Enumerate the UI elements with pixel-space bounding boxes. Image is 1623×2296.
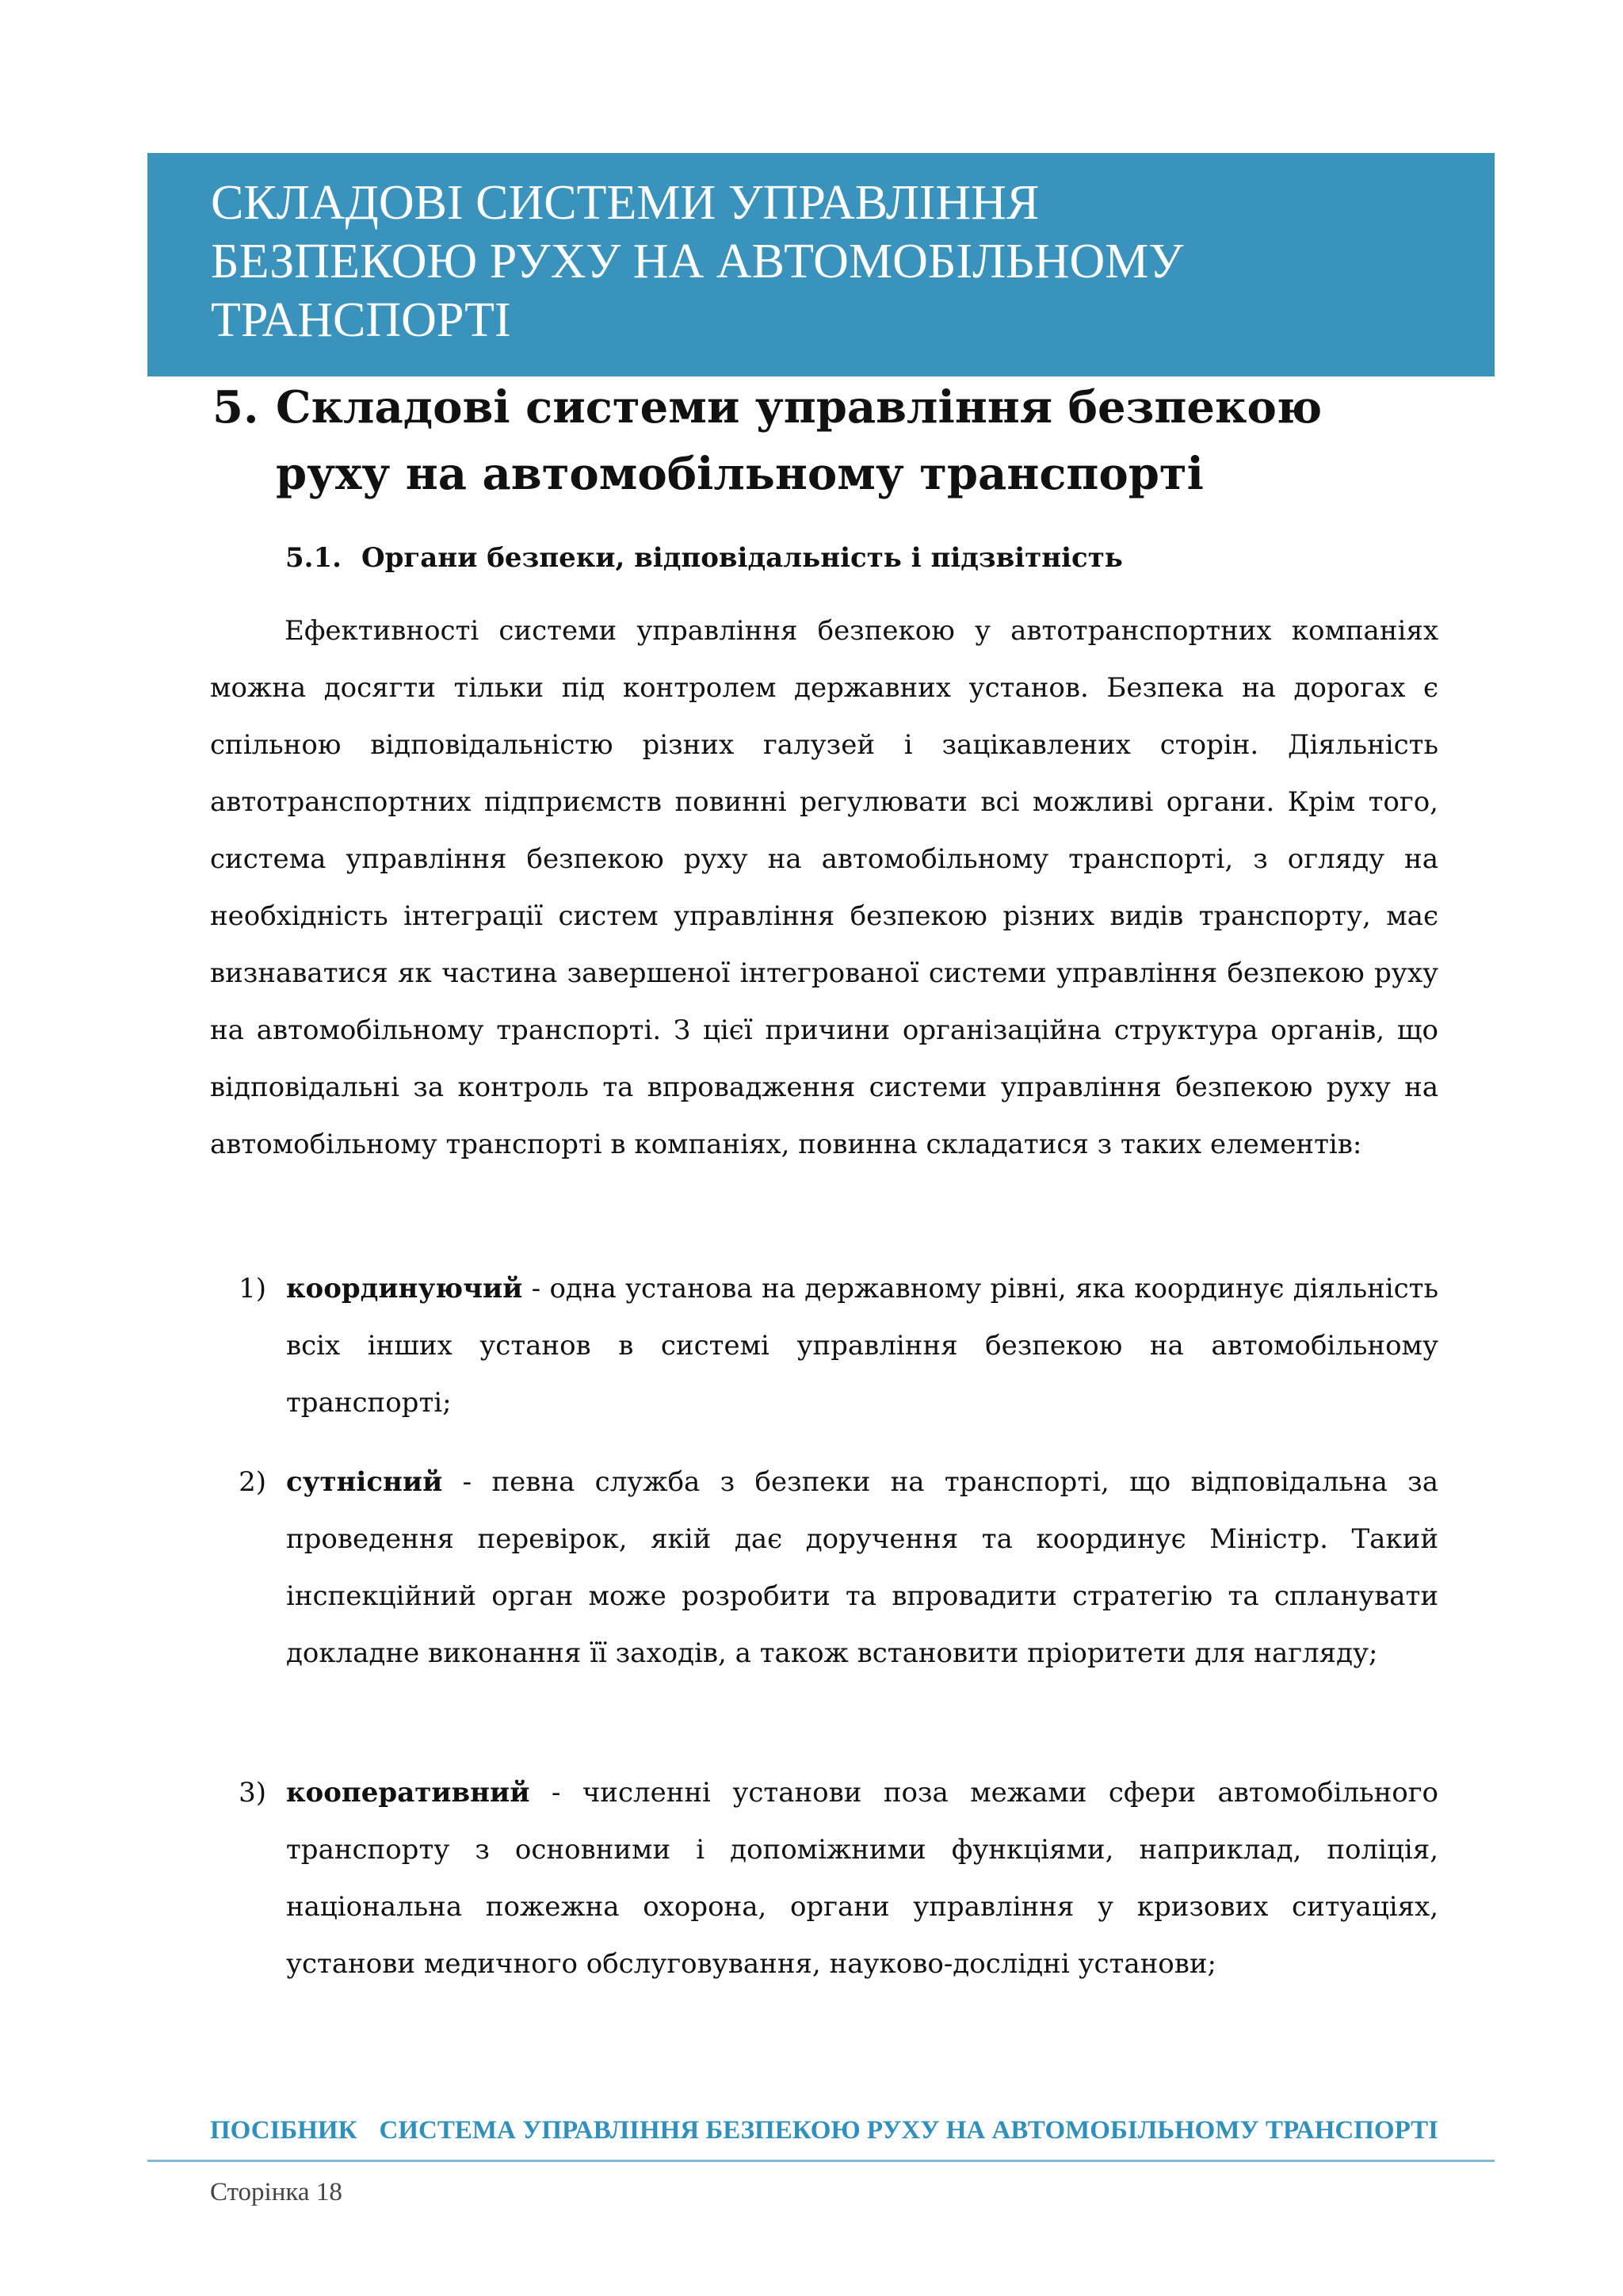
list-item-text: - одна установа на державному рівні, яка координує діяльність всіх інших установ в системі управління безпекою на автомобільному транспорті;: [286, 1273, 1438, 1419]
chapter-heading: [212, 374, 1449, 507]
page-footer: [210, 2116, 1438, 2145]
list-marker: 3): [239, 1777, 266, 1809]
list-item: [210, 1454, 1438, 1682]
section-title: Органи безпеки, відповідальність і підзвітність: [361, 542, 1123, 574]
footer-document-title: СИСТЕМА УПРАВЛІННЯ БЕЗПЕКОЮ РУХУ НА АВТОМОБІЛЬНОМУ ТРАНСПОРТІ: [379, 2116, 1438, 2145]
list-item: [210, 1260, 1438, 1431]
footer-left-label: ПОСІБНИК: [210, 2116, 357, 2145]
list-marker: 2): [239, 1466, 266, 1498]
list-item-text: - певна служба з безпеки на транспорті, що відповідальна за проведення перевірок, якій дає доручення та координує Міністр. Такий інспекційний орган може розробити та впровадити стратегію та спланувати докладне виконання її заходів, а також встановити пріоритети для нагляду;: [286, 1466, 1438, 1669]
chapter-number: 5.: [212, 381, 259, 434]
list-marker: 1): [239, 1273, 266, 1305]
list-item-content: [286, 1764, 1438, 1992]
intro-paragraph: Ефективності системи управління безпекою у автотранспортних компаніях можна досягти тільки під контролем державних установ. Безпека на дорогах є спільною відповідальністю різних галузей і зацікавлених сторін. Діяльність автотранспортних підприємств повинні регулювати всі можливі органи. Крім того, система управління безпекою руху на автомобільному транспорті, з огляду на необхідність інтеграції систем управління безпекою різних видів транспорту, має визнаватися як частина завершеної інтегрованої системи управління безпекою руху на автомобільному транспорті. З цієї причини організаційна структура органів, що відповідальні за контроль та впровадження системи управління безпекою руху на автомобільному транспорті в компаніях, повинна складатися з таких елементів:: [210, 615, 1438, 1160]
list-item-term: кооперативний: [286, 1777, 530, 1809]
list-item: [210, 1764, 1438, 1992]
list-item-content: [286, 1454, 1438, 1682]
list-item-text: - численні установи поза межами сфери автомобільного транспорту з основними і допоміжними функціями, наприклад, поліція, національна пожежна охорона, органи управління у кризових ситуаціях, установи медичного обслуговування, науково-дослідні установи;: [286, 1777, 1438, 1980]
list-item-term: сутнісний: [286, 1466, 443, 1498]
section-heading: [285, 542, 1123, 574]
page-number: Сторінка 18: [210, 2178, 342, 2206]
footer-divider: [147, 2160, 1495, 2162]
list-item-term: координуючий: [286, 1273, 523, 1305]
list-item-content: [286, 1260, 1438, 1431]
banner-title: СКЛАДОВІ СИСТЕМИ УПРАВЛІННЯ БЕЗПЕКОЮ РУХУ НА АВТОМОБІЛЬНОМУ ТРАНСПОРТІ: [211, 176, 1184, 347]
section-number: 5.1.: [285, 542, 342, 574]
chapter-title: Складові системи управління безпекою руху на автомобільному транспорті: [276, 381, 1323, 500]
chapter-banner: [147, 153, 1495, 376]
